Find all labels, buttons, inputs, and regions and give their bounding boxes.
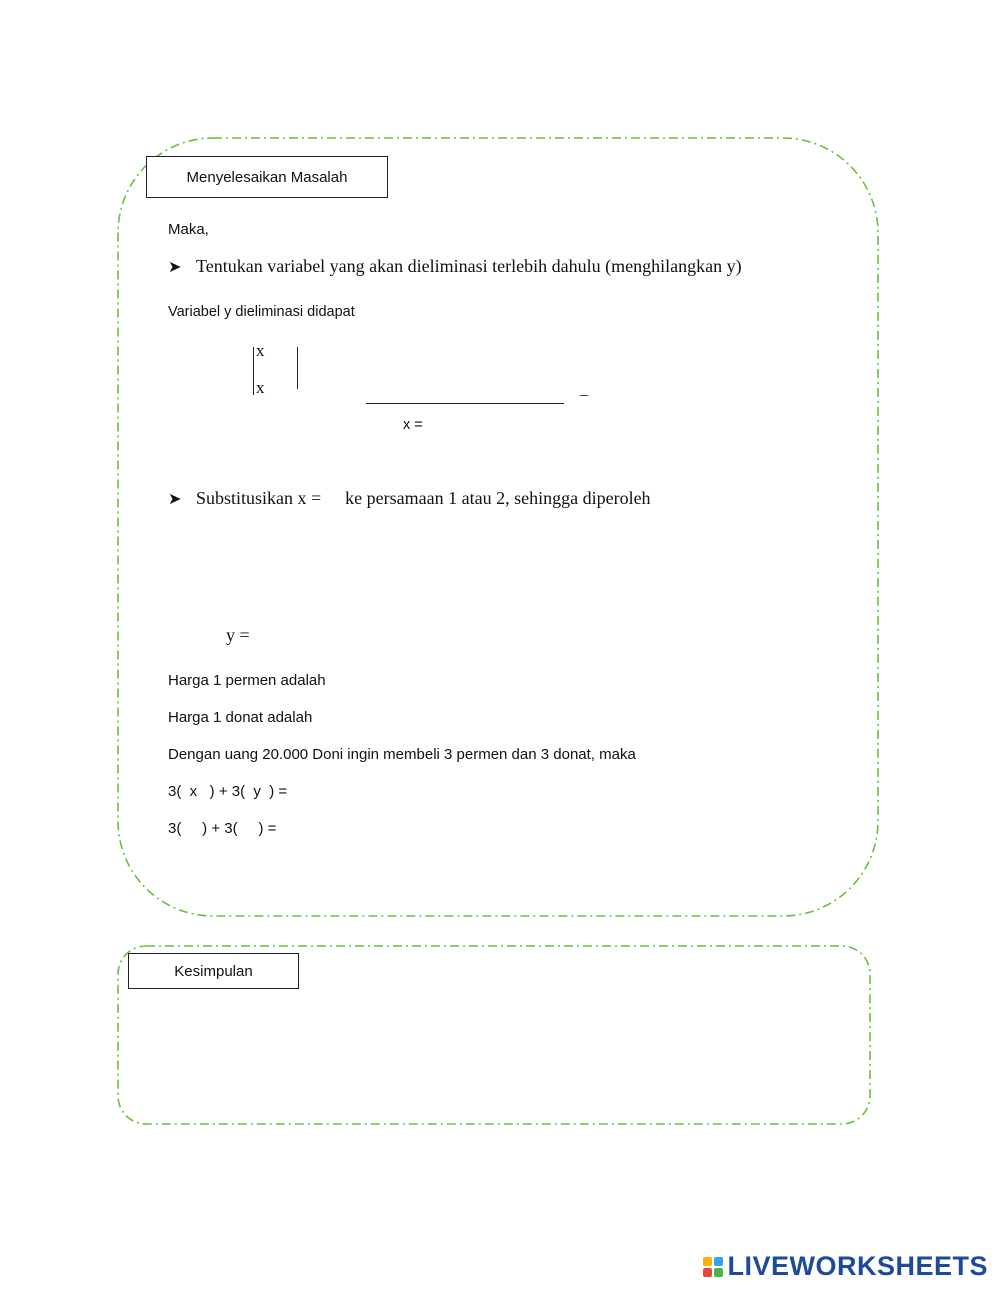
equation-symbolic: 3( x ) + 3( y ) =	[168, 783, 288, 800]
x-equals: x =	[403, 417, 423, 433]
price-candy: Harga 1 permen adalah	[168, 672, 326, 689]
problem-section-title: Menyelesaikan Masalah	[146, 156, 388, 198]
logo-text: LIVEWORKSHEETS	[727, 1251, 988, 1281]
step-2-text-b: ke persamaan 1 atau 2, sehingga diperoleh	[345, 488, 651, 508]
liveworksheets-logo	[703, 1251, 988, 1282]
conclusion-section-title: Kesimpulan	[128, 953, 299, 989]
logo-mark-icon	[703, 1257, 723, 1277]
det-x2: x	[256, 378, 265, 397]
minus-sign: _	[580, 381, 588, 398]
elimination-intro: Variabel y dieliminasi didapat	[168, 304, 355, 320]
price-donut: Harga 1 donat adalah	[168, 709, 313, 726]
equation-blank: 3( ) + 3( ) =	[168, 820, 277, 837]
step-2-text-a: Substitusikan x =	[196, 488, 322, 508]
answer-line	[366, 403, 564, 404]
arrow-bullet-icon: ➤	[168, 491, 182, 508]
arrow-bullet-icon: ➤	[168, 259, 182, 276]
step-2	[168, 488, 651, 509]
maka-text: Maka,	[168, 221, 209, 238]
step-1	[168, 256, 742, 277]
bracket-right	[297, 347, 298, 389]
step-1-text: Tentukan variabel yang akan dieliminasi terlebih dahulu (menghilangkan y)	[196, 256, 742, 276]
y-equals: y =	[226, 625, 250, 645]
bracket-left	[253, 347, 254, 395]
det-x1: x	[256, 341, 265, 360]
doni-statement: Dengan uang 20.000 Doni ingin membeli 3 permen dan 3 donat, maka	[168, 746, 636, 763]
